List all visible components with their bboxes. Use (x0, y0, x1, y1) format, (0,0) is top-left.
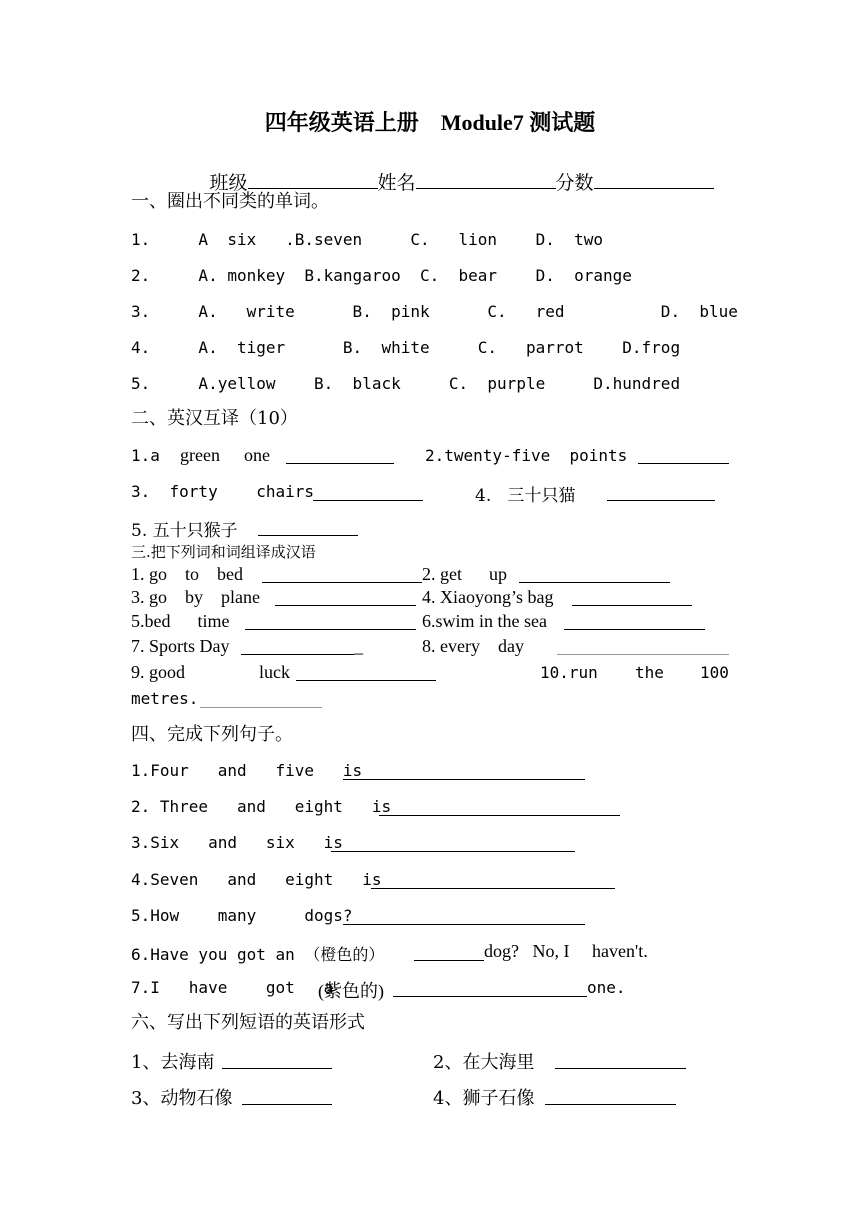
s3-q10-word-the: the (635, 663, 664, 682)
s3-q3-blank[interactable] (275, 588, 416, 606)
s1-question-1: 1. A six .B.seven C. lion D. two (131, 230, 604, 249)
s2-q1-word-one: one (244, 445, 270, 465)
s2-q5-blank[interactable] (258, 518, 358, 536)
score-blank[interactable] (594, 171, 714, 189)
s4-q2-text: 2. Three and eight is (131, 797, 401, 816)
s4-q6-text: 6.Have you got an （橙色的） (131, 945, 385, 964)
s4-q7-hint: (紫色的) (318, 981, 384, 1001)
s4-q6-tail: dog? No, I haven't. (484, 941, 648, 961)
class-blank[interactable] (248, 171, 378, 189)
s2-q4-text: 4. 三十只猫 (475, 486, 576, 506)
section2-heading: 二、英汉互译（10） (131, 408, 298, 429)
s3-q6-blank[interactable] (564, 612, 705, 630)
s4-q3-blank[interactable] (331, 834, 575, 852)
s4-q4-text: 4.Seven and eight is (131, 870, 392, 889)
section1-heading: 一、圈出不同类的单词。 (131, 191, 329, 212)
s6-q4-text: 4、狮子石像 (433, 1088, 535, 1109)
student-info-line (200, 146, 714, 195)
s2-q1-num: 1.a (131, 446, 160, 465)
class-label: 班级 (209, 173, 248, 194)
s6-q3-blank[interactable] (242, 1087, 332, 1105)
section6-heading: 六、写出下列短语的英语形式 (131, 1012, 365, 1033)
s3-q5-blank[interactable] (245, 612, 416, 630)
score-label: 分数 (555, 173, 594, 194)
s2-q1-word-green: green (180, 445, 220, 465)
s1-question-4: 4. A. tiger B. white C. parrot D.frog (131, 338, 681, 357)
s3-q3-text: 3. go by plane (131, 587, 260, 607)
s2-q2-blank[interactable] (638, 446, 729, 464)
s3-q9-num: 9. good (131, 662, 185, 682)
s3-q10-num: 10.run (540, 663, 598, 682)
s3-q8-text: 8. every day (422, 636, 524, 656)
s2-q1-blank[interactable] (286, 446, 394, 464)
s3-q4-blank[interactable] (572, 588, 692, 606)
s3-q6-text: 6.swim in the sea (422, 611, 547, 631)
s6-q2-blank[interactable] (555, 1051, 686, 1069)
s3-q1-blank[interactable] (262, 565, 422, 583)
s3-q7-text: 7. Sports Day (131, 636, 230, 656)
s3-q10-word-100: 100 (700, 663, 729, 682)
s3-q10-blank[interactable] (200, 690, 322, 708)
s3-q9-word-luck: luck (259, 662, 290, 682)
s6-q2-text: 2、在大海里 (433, 1052, 541, 1073)
s3-q9-blank[interactable] (296, 663, 436, 681)
s1-question-2: 2. A. monkey B.kangaroo C. bear D. orange (131, 266, 632, 285)
name-label: 姓名 (377, 173, 416, 194)
s3-q2-text: 2. get up (422, 564, 507, 584)
s4-q7-blank[interactable] (393, 979, 587, 997)
s3-q5-text: 5.bed time (131, 611, 230, 631)
section4-heading: 四、完成下列句子。 (131, 724, 293, 745)
s6-q1-text: 1、去海南 (131, 1052, 215, 1073)
s3-q10-word-metres: metres. (131, 689, 199, 708)
s4-q7-text: 7.I have got a (131, 978, 334, 997)
s6-q1-blank[interactable] (222, 1051, 332, 1069)
s6-q3-text: 3、动物石像 (131, 1088, 233, 1109)
s4-q7-tail: one. (587, 978, 626, 997)
s3-q1-text: 1. go to bed (131, 564, 243, 584)
section3-heading: 三.把下列词和词组译成汉语 (131, 543, 316, 561)
s4-q1-text: 1.Four and five is (131, 761, 363, 780)
s2-q4-blank[interactable] (607, 483, 715, 501)
s4-q2-blank[interactable] (379, 798, 620, 816)
s2-q3-text: 3. forty chairs (131, 482, 315, 501)
s4-q5-blank[interactable] (343, 907, 585, 925)
s4-q4-blank[interactable] (371, 871, 615, 889)
s3-q7-blank[interactable] (241, 637, 354, 655)
s1-question-3: 3. A. write B. pink C. red D. blue (131, 302, 738, 321)
s3-q4-text: 4. Xiaoyong’s bag (422, 587, 554, 607)
s4-q6-blank[interactable] (414, 943, 484, 961)
s3-q8-blank[interactable] (557, 637, 729, 655)
s3-q2-blank[interactable] (519, 565, 670, 583)
s3-q7-tail: _ (354, 636, 363, 656)
page-title: 四年级英语上册 Module7 测试题 (264, 110, 596, 135)
s1-question-5: 5. A.yellow B. black C. purple D.hundred (131, 374, 681, 393)
s2-q5-text: 5. 五十只猴子 (131, 521, 238, 541)
s2-q2-text: 2.twenty-five points (425, 446, 628, 465)
name-blank[interactable] (416, 171, 556, 189)
s4-q3-text: 3.Six and six is (131, 833, 353, 852)
s4-q5-text: 5.How many dogs? (131, 906, 353, 925)
s2-q3-blank[interactable] (313, 483, 423, 501)
s6-q4-blank[interactable] (545, 1087, 676, 1105)
s4-q1-blank[interactable] (343, 762, 585, 780)
